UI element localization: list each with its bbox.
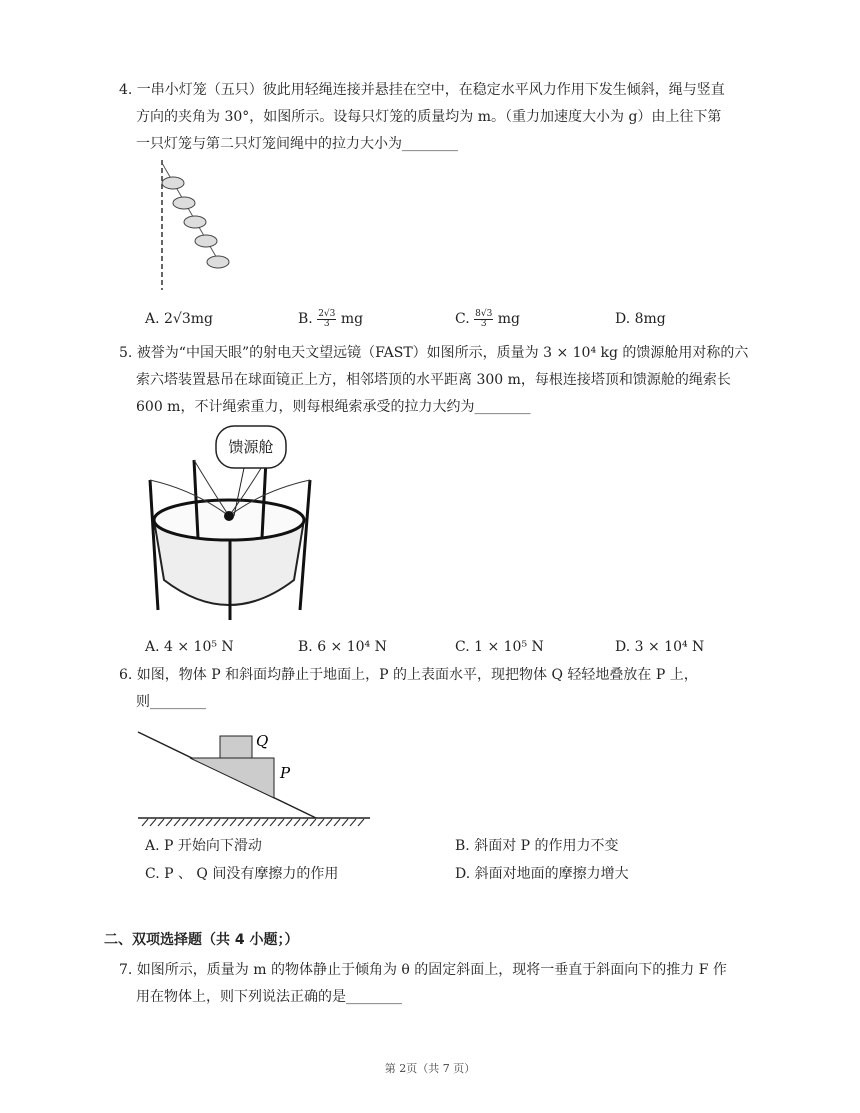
incline-figure xyxy=(136,722,376,828)
q7-line-1: 7. 如图所示，质量为 m 的物体静止于倾角为 θ 的固定斜面上，现将一垂直于斜面向下的推力 F 作 xyxy=(119,962,727,978)
q6-option-b: B. 斜面对 P 的作用力不变 xyxy=(455,838,619,854)
q6-option-d: D. 斜面对地面的摩擦力增大 xyxy=(455,866,629,882)
q5-option-d: D. 3 × 10⁴ N xyxy=(615,639,705,655)
fast-telescope-figure xyxy=(134,420,324,632)
section-title: 二、双项选择题（共 4 小题；） xyxy=(104,932,299,948)
q6-line-1: 6. 如图，物体 P 和斜面均静止于地面上，P 的上表面水平，现把物体 Q 轻轻地叠放在 P 上， xyxy=(119,667,698,683)
q4-option-d: D. 8mg xyxy=(615,311,666,327)
page-footer: 第 2页（共 7 页） xyxy=(384,1062,476,1075)
q5-line-2: 索六塔装置悬吊在球面镜正上方，相邻塔顶的水平距离 300 m，每根连接塔顶和馈源舱的绳索长 xyxy=(136,372,731,388)
q6-option-c: C. P 、 Q 间没有摩擦力的作用 xyxy=(145,866,339,882)
q4-line-3: 一只灯笼与第二只灯笼间绳中的拉力大小为________ xyxy=(136,136,458,152)
q5-line-1: 5. 被誉为“中国天眼”的射电天文望远镜（FAST）如图所示，质量为 3 × 10⁴ kg 的馈源舱用对称的六 xyxy=(119,345,749,361)
q6-line-2: 则________ xyxy=(136,694,206,710)
lantern-figure xyxy=(140,155,250,295)
q5-option-c: C. 1 × 10⁵ N xyxy=(455,639,544,655)
q4-option-c: C. $\frac{8√3}{3}$ mg xyxy=(455,308,521,329)
feed-cabin-label: 馈源舱 xyxy=(228,438,274,456)
q4-option-b: B. $\frac{2√3}{3}$ mg xyxy=(298,308,364,329)
q6-option-a: A. P 开始向下滑动 xyxy=(145,838,262,854)
q5-option-b: B. 6 × 10⁴ N xyxy=(298,639,387,655)
q4-line-2: 方向的夹角为 30°，如图所示。设每只灯笼的质量均为 m。（重力加速度大小为 g）由上往下第 xyxy=(136,109,722,125)
label-p: P xyxy=(280,764,291,782)
q4-option-a: A. 2√3mg xyxy=(145,311,213,327)
q7-line-2: 用在物体上，则下列说法正确的是________ xyxy=(136,989,402,1005)
q5-option-a: A. 4 × 10⁵ N xyxy=(145,639,234,655)
q5-line-3: 600 m，不计绳索重力，则每根绳索承受的拉力大约为________ xyxy=(136,399,531,415)
q4-line-1: 4. 一串小灯笼（五只）彼此用轻绳连接并悬挂在空中，在稳定水平风力作用下发生倾斜，绳与竖直 xyxy=(119,82,725,98)
label-q: Q xyxy=(256,732,269,750)
